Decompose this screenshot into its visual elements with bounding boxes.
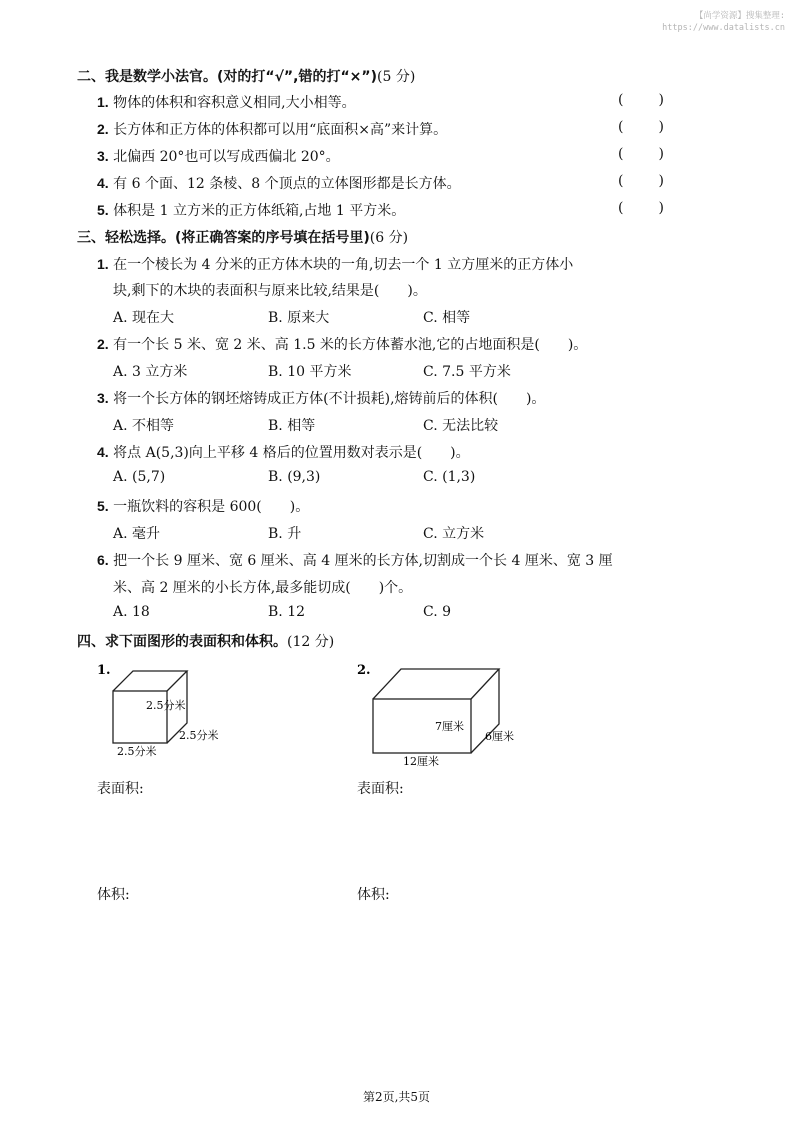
q1-option-c[interactable]: C. 相等: [423, 310, 471, 326]
q2-option-a[interactable]: A. 3 立方米: [113, 364, 188, 380]
q6-option-c[interactable]: C. 9: [423, 604, 452, 620]
q4-option-a[interactable]: A. (5,7): [113, 469, 166, 485]
item-text: 有 6 个面、12 条棱、8 个顶点的立体图形都是长方体。: [113, 176, 461, 192]
cuboid-height-label: 7厘米: [435, 720, 464, 733]
q5-option-a[interactable]: A. 毫升: [113, 526, 161, 542]
cube-figure: [95, 658, 235, 758]
choice-q2: [97, 334, 587, 354]
figure-number: 2.: [357, 663, 371, 678]
section3-points: (6 分): [369, 230, 409, 246]
q2-option-c[interactable]: C. 7.5 平方米: [423, 364, 511, 380]
question-number: 2.: [97, 336, 109, 352]
q4-option-c[interactable]: C. (1,3): [423, 469, 476, 485]
question-text: 将一个长方体的钢坯熔铸成正方体(不计损耗),熔铸前后的体积( )。: [113, 391, 546, 407]
question-number: 5.: [97, 498, 109, 514]
cube-width-label: 2.5分米: [117, 745, 157, 758]
choice-q5: [97, 496, 309, 516]
q5-option-b[interactable]: B. 升: [268, 526, 302, 542]
watermark-line1: 【尚学资源】搜集整理:: [694, 11, 785, 21]
volume-label-1: 体积:: [97, 887, 130, 903]
cuboid-width-label: 12厘米: [403, 755, 439, 768]
choice-q6-line1: [97, 550, 613, 570]
answer-paren-5[interactable]: ( ): [618, 200, 664, 216]
question-text: 在一个棱长为 4 分米的正方体木块的一角,切去一个 1 立方厘米的正方体小: [113, 257, 574, 273]
judge-item-2: [97, 119, 447, 139]
page-footer: 第2页,共5页: [362, 1090, 431, 1104]
section3-title-row: [77, 227, 408, 247]
item-number: 3.: [97, 148, 109, 164]
section4-title: 四、求下面图形的表面积和体积。: [77, 634, 287, 650]
choice-q4: [97, 442, 470, 462]
cuboid-top-face: [373, 669, 499, 699]
watermark: [662, 10, 785, 34]
item-text: 物体的体积和容积意义相同,大小相等。: [113, 95, 356, 111]
choice-q1-line1: [97, 254, 573, 274]
choice-q3: [97, 388, 545, 408]
section4-points: (12 分): [287, 634, 335, 650]
item-number: 1.: [97, 94, 109, 110]
section4-title-row: [77, 631, 334, 651]
q5-option-c[interactable]: C. 立方米: [423, 526, 485, 542]
item-text: 北偏西 20°也可以写成西偏北 20°。: [113, 149, 340, 165]
surface-area-label-1: 表面积:: [97, 781, 144, 797]
q1-option-b[interactable]: B. 原来大: [268, 310, 330, 326]
choice-q1-line2: 块,剩下的木块的表面积与原来比较,结果是( )。: [113, 283, 427, 299]
question-text: 一瓶饮料的容积是 600( )。: [113, 499, 310, 515]
answer-paren-3[interactable]: ( ): [618, 146, 664, 162]
answer-paren-2[interactable]: ( ): [618, 119, 664, 135]
figure-number: 1.: [97, 663, 111, 678]
judge-item-4: [97, 173, 461, 193]
section2-points: (5 分): [377, 69, 416, 85]
cube-depth-label: 2.5分米: [179, 729, 219, 742]
q6-option-a[interactable]: A. 18: [113, 604, 150, 620]
question-number: 3.: [97, 390, 109, 406]
question-number: 4.: [97, 444, 109, 460]
item-number: 4.: [97, 175, 109, 191]
answer-paren-1[interactable]: ( ): [618, 92, 664, 108]
q2-option-b[interactable]: B. 10 平方米: [268, 364, 352, 380]
choice-q6-line2: 米、高 2 厘米的小长方体,最多能切成( )个。: [113, 580, 413, 596]
q3-option-c[interactable]: C. 无法比较: [423, 418, 499, 434]
judge-item-1: [97, 92, 356, 112]
item-number: 2.: [97, 121, 109, 137]
answer-paren-4[interactable]: ( ): [618, 173, 664, 189]
q3-option-b[interactable]: B. 相等: [268, 418, 316, 434]
cube-top-face: [113, 671, 187, 691]
q4-option-b[interactable]: B. (9,3): [268, 469, 321, 485]
item-text: 体积是 1 立方米的正方体纸箱,占地 1 平方米。: [113, 203, 406, 219]
question-text: 将点 A(5,3)向上平移 4 格后的位置用数对表示是( )。: [113, 445, 470, 461]
section3-title: 三、轻松选择。(将正确答案的序号填在括号里): [77, 230, 370, 246]
cuboid-figure: [355, 658, 525, 770]
section2-title: 二、我是数学小法官。(对的打“√”,错的打“×”): [77, 69, 377, 85]
cuboid-depth-label: 6厘米: [485, 730, 514, 743]
item-text: 长方体和正方体的体积都可以用“底面积×高”来计算。: [113, 122, 448, 138]
judge-item-3: [97, 146, 340, 166]
question-number: 1.: [97, 256, 109, 272]
question-text: 把一个长 9 厘米、宽 6 厘米、高 4 厘米的长方体,切割成一个长 4 厘米、宽 3 厘: [113, 553, 613, 569]
q3-option-a[interactable]: A. 不相等: [113, 418, 175, 434]
surface-area-label-2: 表面积:: [357, 781, 404, 797]
watermark-line2: https://www.datalists.cn: [662, 23, 785, 33]
section2-title-row: [77, 66, 415, 86]
item-number: 5.: [97, 202, 109, 218]
q6-option-b[interactable]: B. 12: [268, 604, 306, 620]
judge-item-5: [97, 200, 405, 220]
q1-option-a[interactable]: A. 现在大: [113, 310, 175, 326]
cube-height-label: 2.5分米: [146, 699, 186, 712]
question-text: 有一个长 5 米、宽 2 米、高 1.5 米的长方体蓄水池,它的占地面积是( )。: [113, 337, 588, 353]
question-number: 6.: [97, 552, 109, 568]
volume-label-2: 体积:: [357, 887, 390, 903]
